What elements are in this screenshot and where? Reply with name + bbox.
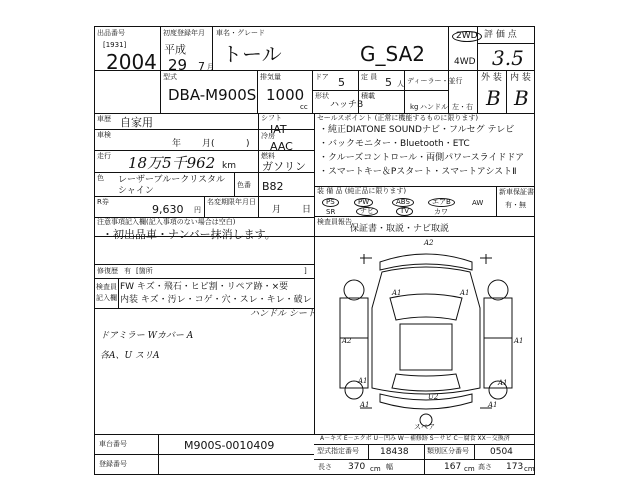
- reg-month: 7: [198, 60, 205, 73]
- shift-label: シフト: [261, 114, 282, 122]
- selling-point-3: ・クルーズコントロール・両側パワースライドドア: [319, 153, 525, 163]
- handle-label: ハンドル: [420, 103, 448, 111]
- load-label: 積載: [361, 92, 375, 100]
- inspection-label: 車検: [97, 131, 111, 139]
- displacement-value: 1000: [266, 86, 305, 104]
- handle-value: 左・右: [452, 103, 473, 111]
- diagram-top-text: 保証書・取説・ナビ取説: [350, 224, 450, 234]
- interior-label: 内 装: [510, 73, 531, 83]
- doors-label: ドア: [315, 73, 329, 81]
- selling-point-1: ・純正DIATONE SOUNDナビ・フルセグ テレビ: [319, 125, 515, 135]
- inspector-row-1: FW キズ・飛石・ヒビ割・リペア跡・×要: [120, 282, 289, 292]
- lot-number: 2004: [106, 50, 157, 74]
- capacity-unit: 人: [397, 80, 404, 88]
- equip-abs: ABS: [392, 198, 414, 207]
- lot-label: 出品番号: [97, 29, 125, 37]
- dealer-label: ディーラー・並行: [407, 77, 463, 85]
- title-label: 名変期限年月日: [207, 198, 256, 206]
- equip-airbag: エアB: [428, 198, 455, 207]
- width-label: 幅: [386, 463, 393, 471]
- inspector-label: 検査員: [96, 283, 117, 291]
- selling-points-label: セールスポイント (正常に機能するものに限ります): [317, 114, 479, 122]
- equipment-label: 装 備 品 (純正品に限ります): [317, 187, 407, 195]
- cert-type-label: 型式指定番号: [317, 447, 359, 455]
- chassis-value: M900S-0010409: [184, 439, 275, 452]
- equip-tv: TV: [396, 207, 413, 216]
- title-month: 月: [272, 205, 282, 215]
- repair-label: 修復歴: [97, 267, 118, 275]
- manual-label: 新車保証書: [499, 188, 534, 196]
- inspection-month: 月(: [202, 139, 215, 149]
- cert-type-value: 18438: [380, 447, 409, 457]
- capacity-label: 定 員: [361, 73, 378, 81]
- selling-point-2: ・バックモニター・Bluetooth・ETC: [319, 139, 470, 149]
- damage-mark-1: A2: [424, 239, 434, 247]
- damage-mark-8: A1: [360, 401, 370, 409]
- score-label: 評 価 点: [484, 30, 517, 40]
- reg-year: 29: [168, 56, 188, 74]
- diagram-label: 検査員報告: [317, 218, 352, 226]
- lot-sub: [1931]: [103, 41, 127, 49]
- shift-value: IAT: [270, 123, 287, 136]
- equip-sr: SR: [326, 208, 336, 216]
- title-day: 日: [302, 205, 312, 215]
- era: 平成: [164, 43, 186, 56]
- drive-4wd: 4WD: [454, 57, 476, 67]
- length-label: 長さ: [318, 463, 332, 471]
- color-value-1: レーザーブルークリスタル: [118, 175, 226, 185]
- first-reg-label: 初度登録年月: [163, 29, 205, 37]
- fuel-label: 燃料: [261, 152, 275, 160]
- color-no-label: 色番: [237, 181, 251, 189]
- ac-value: AAC: [270, 140, 293, 153]
- recycle-value: 9,630: [152, 203, 184, 216]
- category-label: 類別区分番号: [427, 447, 469, 455]
- shape-label: 形状: [315, 92, 329, 100]
- km-unit: km: [222, 161, 236, 171]
- score: 3.5: [492, 46, 524, 70]
- handwritten-line-1: ドアミラー Wカバー A: [100, 331, 194, 341]
- recycle-label: R券: [97, 198, 109, 206]
- equip-pw: PW: [354, 198, 373, 207]
- color-no-value: B82: [262, 180, 284, 193]
- type-label: 型式: [163, 73, 177, 81]
- selling-point-4: ・スマートキー＆Pスタート・スマートアシストⅡ: [319, 167, 517, 177]
- damage-mark-10: A1: [498, 379, 508, 387]
- repair-value: 有: [124, 267, 131, 275]
- handwritten-line-2: 各A、U スリA: [100, 351, 160, 361]
- category-value: 0504: [490, 447, 513, 457]
- damage-mark-6: A1: [358, 377, 368, 385]
- interior-grade: B: [514, 86, 529, 110]
- damage-mark-4: A2: [342, 337, 352, 345]
- doors-value: 5: [338, 76, 345, 89]
- usage-value: 自家用: [120, 116, 153, 129]
- car-diagram: [320, 238, 532, 430]
- notes-label: 注意事項記入欄(記入事項のない場合は空白): [97, 218, 236, 226]
- damage-mark-3: A1: [460, 289, 470, 297]
- height-unit: cm: [524, 465, 535, 473]
- equip-navi: ナビ: [356, 207, 378, 216]
- length-unit: cm: [370, 465, 381, 473]
- equip-aw: AW: [472, 199, 484, 207]
- equip-ps: PS: [322, 198, 339, 207]
- inspector-label-2: 記入欄: [96, 294, 117, 302]
- type-value: DBA-M900S: [168, 86, 257, 104]
- width-unit: cm: [464, 465, 475, 473]
- chassis-label: 車台番号: [99, 440, 127, 448]
- exterior-label: 外 装: [481, 73, 502, 83]
- damage-mark-5: A1: [514, 337, 524, 345]
- fuel-value: ガソリン: [262, 160, 306, 173]
- kg-unit: kg: [410, 103, 419, 111]
- manual-value: 有・無: [505, 201, 526, 209]
- capacity-value: 5: [385, 76, 392, 89]
- width-value: 167: [444, 462, 462, 472]
- repair-bracket: [箇所: [136, 267, 153, 275]
- drive-2wd: 2WD: [452, 31, 482, 42]
- notes-text: ・初出品車・ナンバー抹消します。: [102, 228, 276, 241]
- yen-unit: 円: [194, 206, 201, 214]
- damage-mark-2: A1: [392, 289, 402, 297]
- cc-unit: cc: [300, 103, 308, 111]
- grade: G_SA2: [360, 42, 425, 66]
- month-unit: 月: [207, 63, 214, 71]
- displacement-label: 排気量: [260, 73, 281, 81]
- height-label: 高さ: [478, 463, 492, 471]
- diagram-legend: A－キズ E－エクボ U－凹み W－補修跡 S－サビ C－腐食 XX－交換済: [320, 435, 510, 442]
- damage-mark-7: U2: [428, 393, 439, 401]
- color-label: 色: [97, 174, 104, 182]
- mileage-label: 走行: [97, 152, 111, 160]
- damage-mark-9: A1: [488, 401, 498, 409]
- equip-leather: カワ: [434, 208, 448, 216]
- inspection-year: 年: [172, 139, 182, 149]
- usage-label: 車歴: [97, 115, 111, 123]
- color-value-2: シャイン: [118, 186, 154, 196]
- repair-close: ]: [304, 267, 307, 275]
- shape-value: ハッチB: [330, 100, 364, 110]
- inspection-close: ): [246, 139, 250, 149]
- height-value: 173: [506, 462, 524, 472]
- exterior-grade: B: [486, 86, 501, 110]
- inspector-row-2: 内装 キズ・汚レ・コゲ・穴・スレ・キレ・破レ: [120, 295, 312, 305]
- spare-label: スペア: [414, 423, 435, 431]
- handwritten-mid: ハンドル シート: [250, 309, 316, 319]
- model-label: 車名・グレード: [216, 29, 265, 37]
- mileage-value: 18万5千962: [128, 154, 216, 172]
- ac-label: 冷房: [261, 132, 275, 140]
- reg-label: 登録番号: [99, 460, 127, 468]
- length-value: 370: [348, 462, 366, 472]
- car-name: トール: [222, 42, 282, 66]
